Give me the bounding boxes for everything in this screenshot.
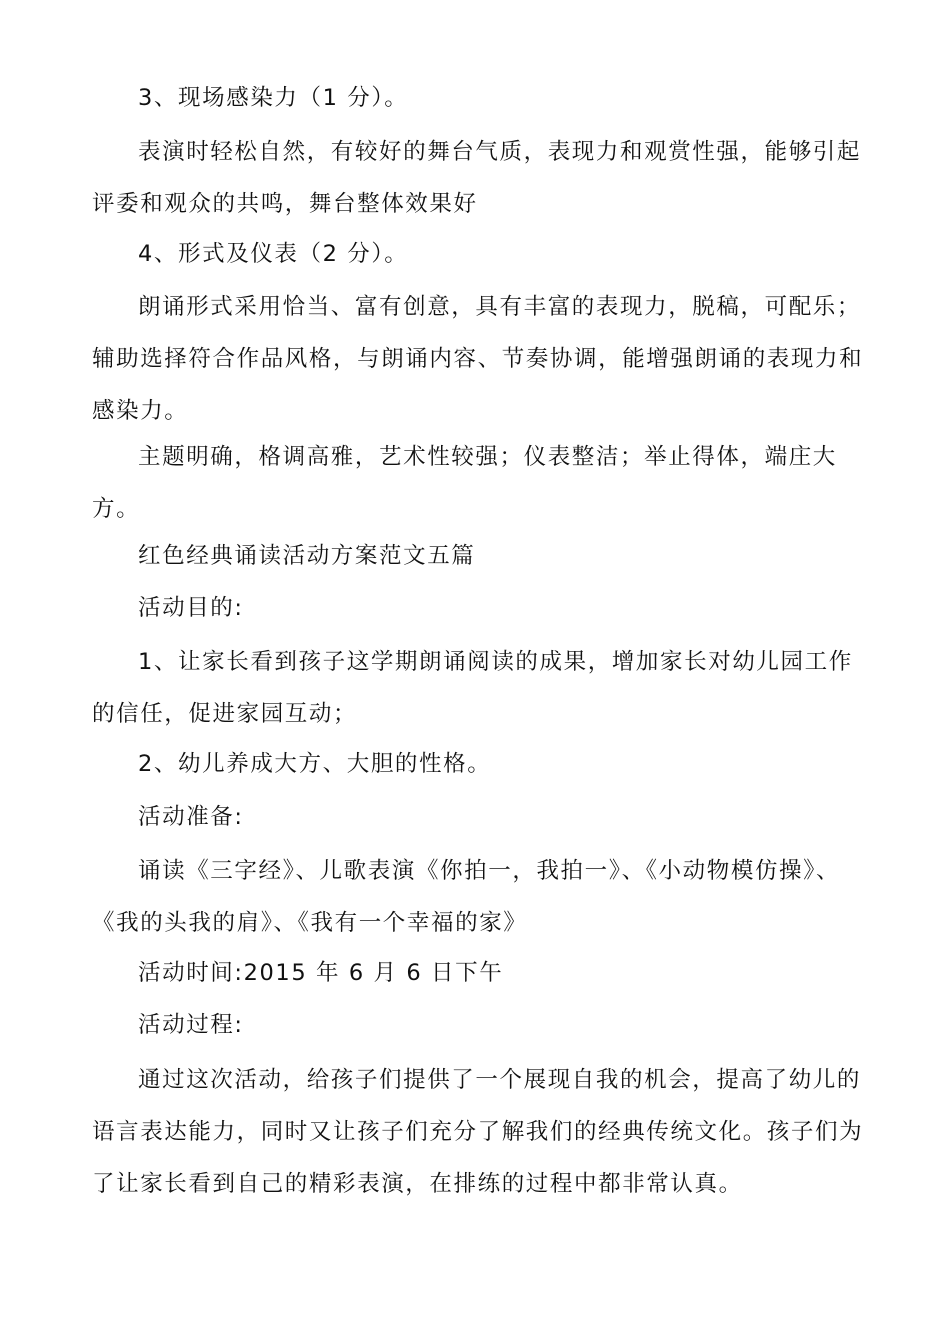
heading-activity-process — [92, 999, 862, 1051]
text-line: 了让家长看到自己的精彩表演，在排练的过程中都非常认真。 — [92, 1171, 743, 1197]
text-line: 活动目的: — [138, 595, 244, 621]
text-line: 4、形式及仪表（2 分）。 — [138, 241, 409, 267]
text-line: 诵读《三字经》、儿歌表演《你拍一，我拍一》、《小动物模仿操》、 — [138, 858, 841, 884]
text-line: 红色经典诵读活动方案范文五篇 — [138, 543, 476, 569]
paragraph-scoring-item-3 — [92, 72, 862, 124]
text-line: 评委和观众的共鸣，舞台整体效果好 — [92, 191, 478, 217]
text-line: 《我的头我的肩》、《我有一个幸福的家》 — [92, 910, 528, 936]
text-line: 2、幼儿养成大方、大胆的性格。 — [138, 751, 492, 777]
text-line: 表演时轻松自然，有较好的舞台气质，表现力和观赏性强，能够引起 — [138, 139, 862, 165]
text-line: 的信任，促进家园互动； — [92, 701, 358, 727]
text-line: 活动过程: — [138, 1012, 244, 1038]
section-title — [92, 530, 862, 582]
text-line: 活动时间:2015 年 6 月 6 日下午 — [138, 960, 504, 986]
paragraph-purpose-2 — [92, 738, 862, 790]
paragraph-purpose-1 — [92, 636, 862, 740]
text-line: 1、让家长看到孩子这学期朗诵阅读的成果，增加家长对幼儿园工作 — [138, 649, 853, 675]
paragraph-theme — [92, 431, 862, 535]
heading-activity-purpose — [92, 582, 862, 634]
text-line: 感染力。 — [92, 398, 189, 424]
text-line: 朗诵形式采用恰当、富有创意，具有丰富的表现力，脱稿，可配乐； — [138, 294, 862, 320]
text-line: 辅助选择符合作品风格，与朗诵内容、节奏协调，能增强朗诵的表现力和 — [92, 346, 864, 372]
paragraph-scoring-item-4-detail — [92, 281, 862, 437]
text-line: 3、现场感染力（1 分）。 — [138, 85, 409, 111]
paragraph-preparation — [92, 845, 862, 949]
text-line: 活动准备: — [138, 804, 244, 830]
text-line: 方。 — [92, 496, 141, 522]
text-line: 语言表达能力，同时又让孩子们充分了解我们的经典传统文化。孩子们为 — [92, 1119, 864, 1145]
paragraph-scoring-item-4 — [92, 228, 862, 280]
text-line: 通过这次活动，给孩子们提供了一个展现自我的机会，提高了幼儿的 — [138, 1067, 862, 1093]
paragraph-scoring-item-3-detail — [92, 126, 862, 230]
paragraph-process — [92, 1054, 862, 1210]
text-line: 主题明确，格调高雅，艺术性较强；仪表整洁；举止得体，端庄大 — [138, 444, 837, 470]
paragraph-activity-time — [92, 947, 862, 999]
heading-activity-preparation — [92, 791, 862, 843]
